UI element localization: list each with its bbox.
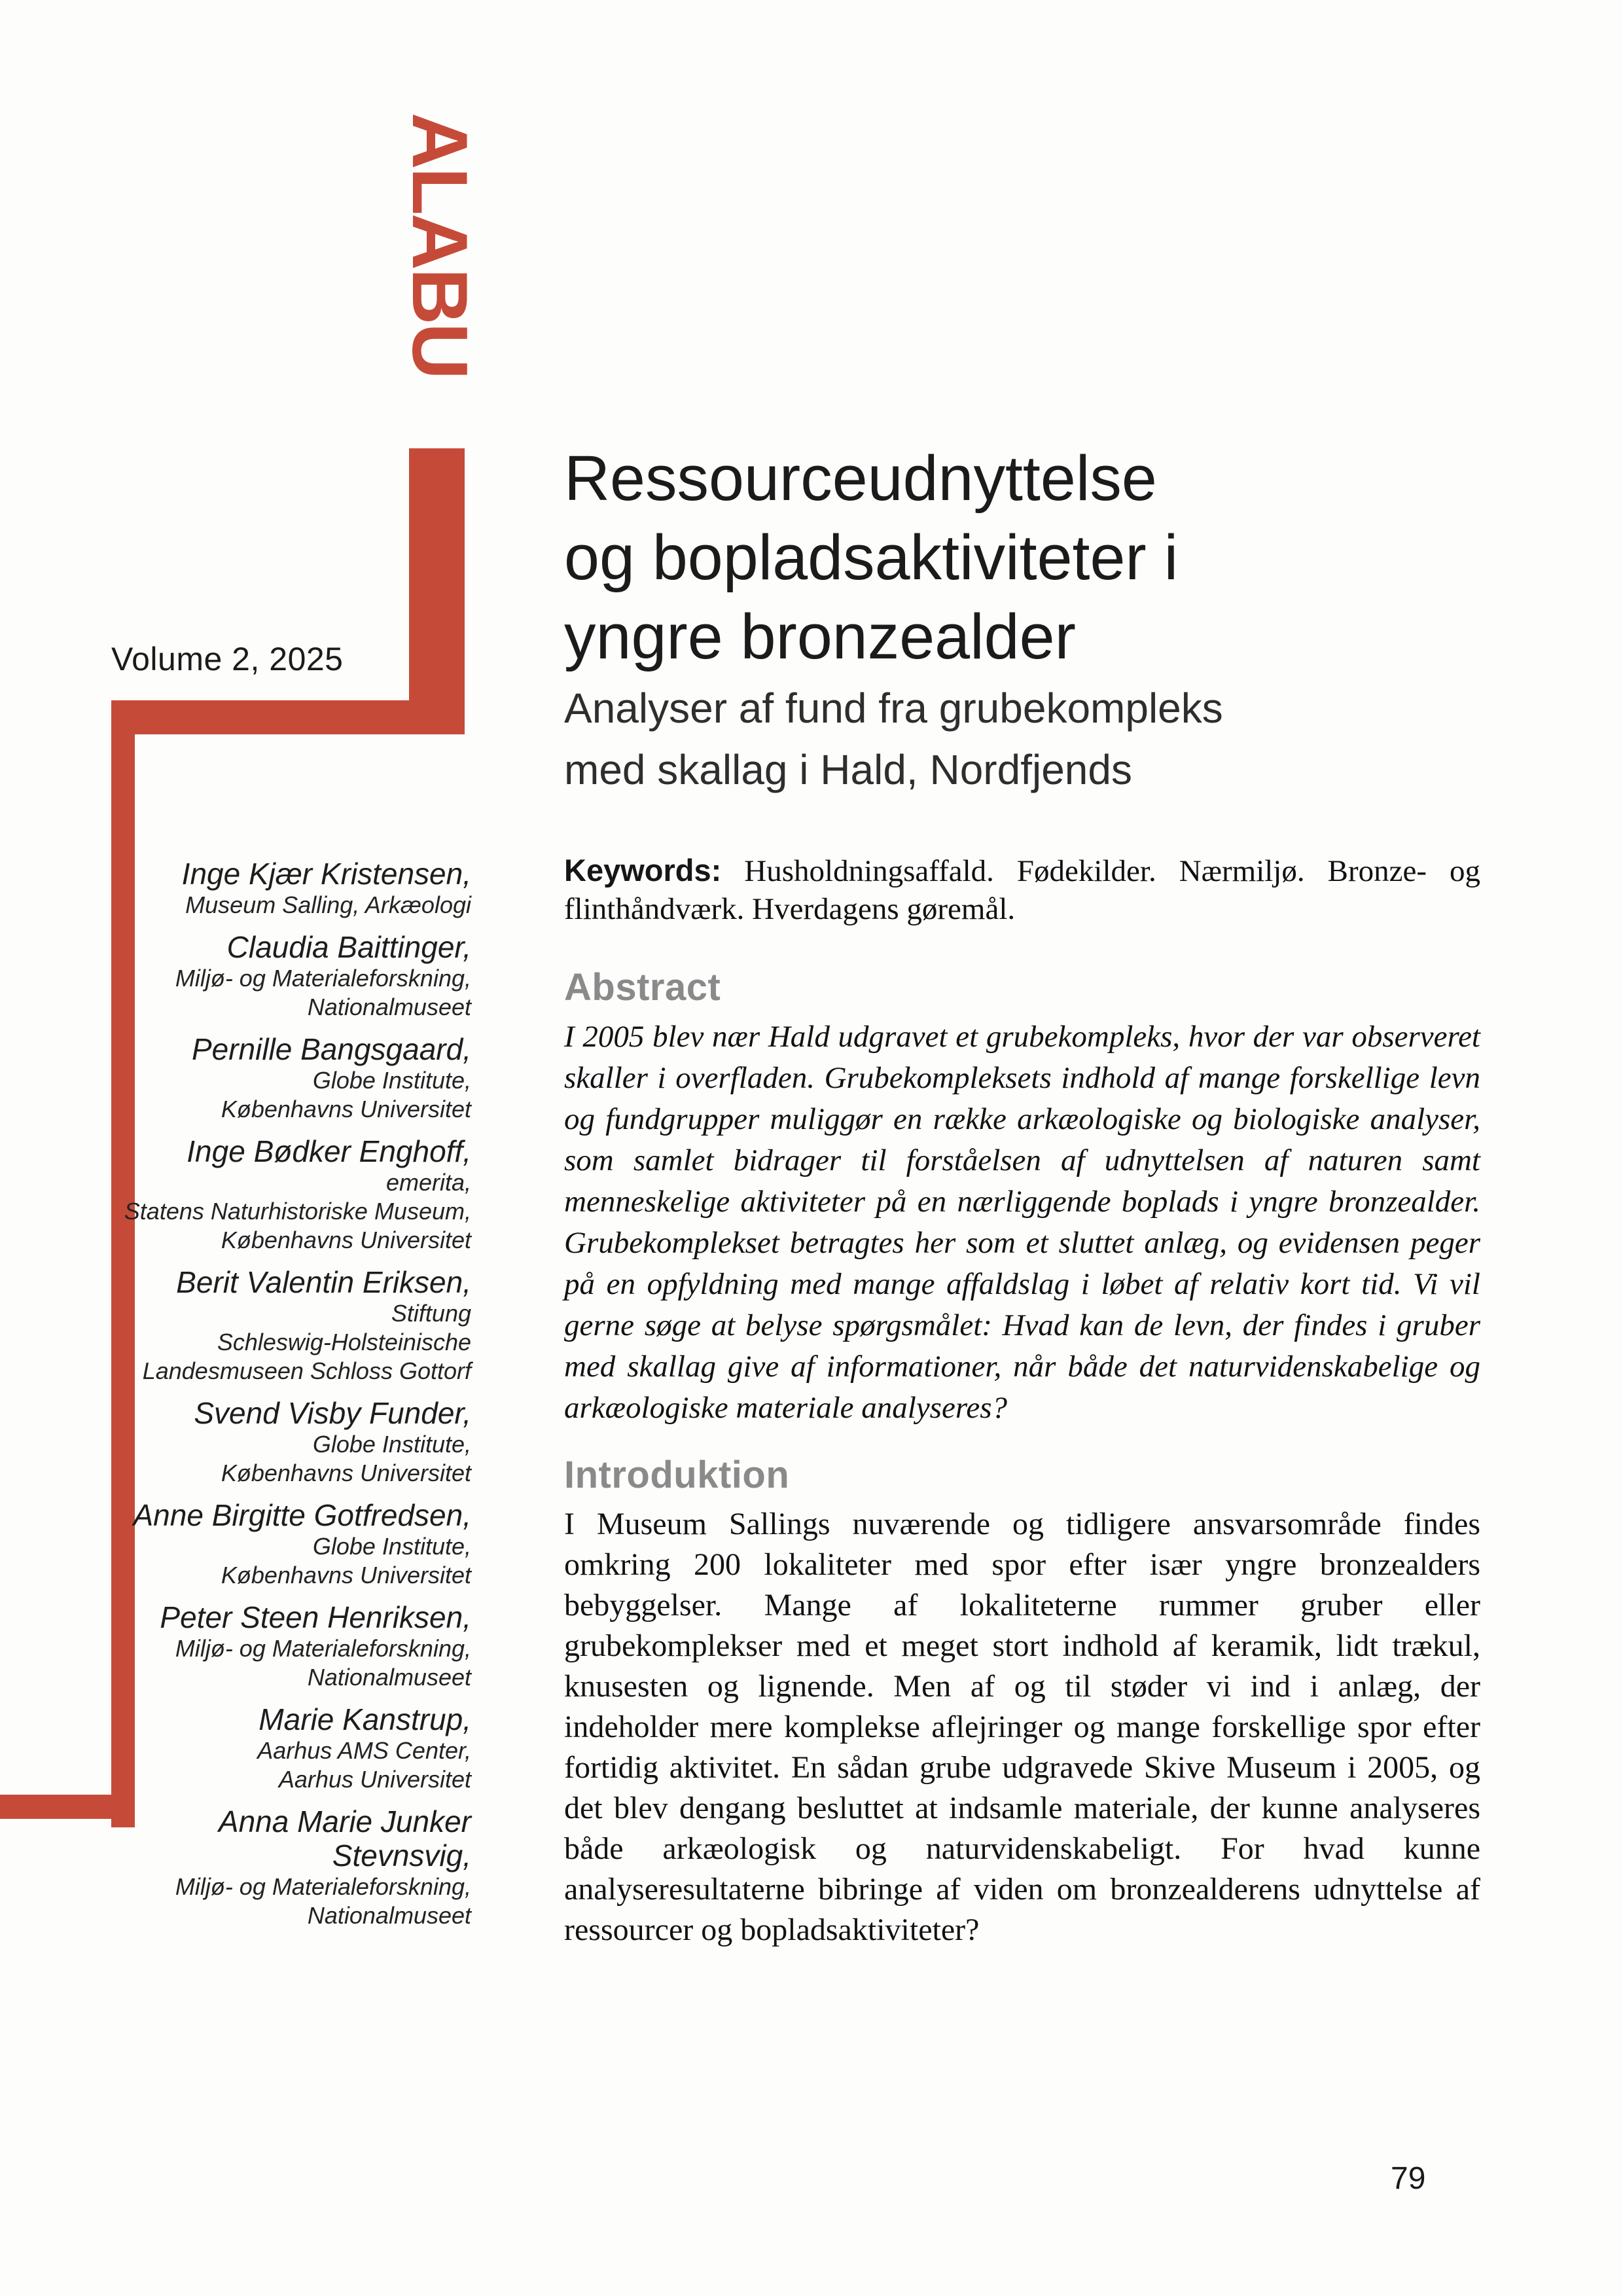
article-title-line: Ressourceudnyttelse	[564, 442, 1157, 514]
author-name: Inge Bødker Enghoff,	[187, 1134, 471, 1168]
author-name: Pernille Bangsgaard,	[191, 1032, 471, 1066]
article-subtitle	[564, 677, 1546, 800]
introduction-heading: Introduktion	[564, 1454, 790, 1496]
author-affiliation: Nationalmuseet	[307, 1902, 471, 1929]
author-affiliation: Statens Naturhistoriske Museum,	[124, 1198, 471, 1225]
author-name: Berit Valentin Eriksen,	[176, 1265, 471, 1299]
author-affiliation: Aarhus Universitet	[278, 1766, 471, 1793]
author-list	[118, 857, 471, 1941]
accent-bar-bottom-foot	[0, 1795, 111, 1819]
author-entry	[118, 930, 471, 1022]
author-affiliation: emerita,	[385, 1169, 471, 1196]
abstract-body: I 2005 blev nær Hald udgravet et grubekompleks, hvor der var observeret skaller i overfladen. Grubekompleksets indhold af mange forskellige levn og fundgrupper muliggør en række arkæologiske og biologiske analyser, som samlet bidrager til forståelsen af udnyttelsen af naturen samt menneskelige aktiviteter på en nærliggende boplads i yngre bronzealder. Grubekomplekset betragtes her som et sluttet anlæg, og evidensen peger på en opfyldning med mange affaldslag i løbet af relativ kort tid. Vi vil gerne søge at belyse spørgsmålet: Hvad kan de levn, der findes i gruber med skallag give af informationer, når både det naturvidenskabelige og arkæologiske materiale analyseres?	[564, 1020, 1480, 1425]
author-name: Svend Visby Funder,	[194, 1396, 471, 1430]
page-number: 79	[1391, 2161, 1426, 2196]
article-subtitle-line: med skallag i Hald, Nordfjends	[564, 746, 1132, 793]
introduction-body: I Museum Sallings nuværende og tidligere ansvarsområde findes omkring 200 lokaliteter med spor efter især yngre bronzealders bebyggelser. Mange af lokaliteterne rummer gruber eller grubekomplekser med et meget stort indhold af keramik, lidt trækul, knusesten og lignende. Men af og til støder vi ind i anlæg, der indeholder mere komplekse aflejringer og mange forskellige spor efter fortidig aktivitet. En sådan grube udgravede Skive Museum i 2005, og det blev dengang besluttet at indsamle materiale, der kunne analyseres både arkæologisk og naturvidenskabeligt. For hvad kunne analyseresultaterne bibringe af viden om bronzealderens udnyttelse af ressourcer og bopladsaktiviteter?	[564, 1507, 1480, 1947]
author-entry	[118, 1396, 471, 1488]
author-name: Anne Birgitte Gotfredsen,	[133, 1498, 471, 1532]
author-entry	[118, 1032, 471, 1124]
author-entry	[118, 1600, 471, 1692]
author-name: Peter Steen Henriksen,	[160, 1600, 471, 1634]
author-entry	[118, 1804, 471, 1930]
article-subtitle-line: Analyser af fund fra grubekompleks	[564, 685, 1223, 732]
keywords-paragraph	[564, 852, 1480, 928]
author-name: Marie Kanstrup,	[259, 1702, 471, 1736]
accent-bar-step-horizontal	[111, 700, 465, 734]
author-affiliation: Globe Institute,	[312, 1431, 471, 1458]
author-entry	[118, 1702, 471, 1794]
journal-logo: ALABU	[396, 113, 484, 378]
author-affiliation: Museum Salling, Arkæologi	[185, 891, 471, 918]
author-affiliation: Stiftung	[391, 1300, 471, 1327]
author-name: Claudia Baittinger,	[226, 930, 471, 964]
author-affiliation: Nationalmuseet	[307, 994, 471, 1020]
volume-label: Volume 2, 2025	[111, 641, 344, 677]
author-entry	[118, 1134, 471, 1255]
author-affiliation: Miljø- og Materialeforskning,	[175, 1635, 471, 1662]
abstract-heading: Abstract	[564, 966, 721, 1009]
author-name: Anna Marie Junker Stevnsvig,	[218, 1804, 471, 1873]
author-name: Inge Kjær Kristensen,	[181, 857, 471, 891]
author-affiliation: Københavns Universitet	[221, 1562, 471, 1588]
author-affiliation: Københavns Universitet	[221, 1227, 471, 1253]
accent-bar-top-vertical	[409, 448, 465, 734]
article-title-line: yngre bronzealder	[564, 601, 1076, 672]
keywords-text: Husholdningsaffald. Fødekilder. Nærmiljø. Bronze- og flinthåndværk. Hverdagens gøremål.	[564, 854, 1480, 926]
author-affiliation: Aarhus AMS Center,	[257, 1737, 471, 1764]
author-affiliation: Københavns Universitet	[221, 1460, 471, 1486]
author-affiliation: Schleswig-Holsteinische	[217, 1329, 471, 1355]
author-affiliation: Nationalmuseet	[307, 1664, 471, 1691]
author-affiliation: Globe Institute,	[312, 1533, 471, 1560]
author-entry	[118, 857, 471, 920]
author-affiliation: Københavns Universitet	[221, 1096, 471, 1122]
author-entry	[118, 1265, 471, 1386]
article-title	[564, 439, 1546, 676]
author-affiliation: Miljø- og Materialeforskning,	[175, 965, 471, 992]
keywords-label: Keywords:	[564, 853, 722, 888]
author-entry	[118, 1498, 471, 1590]
article-title-line: og bopladsaktiviteter i	[564, 522, 1179, 593]
author-affiliation: Miljø- og Materialeforskning,	[175, 1873, 471, 1900]
author-affiliation: Globe Institute,	[312, 1067, 471, 1094]
author-affiliation: Landesmuseen Schloss Gottorf	[142, 1357, 471, 1384]
